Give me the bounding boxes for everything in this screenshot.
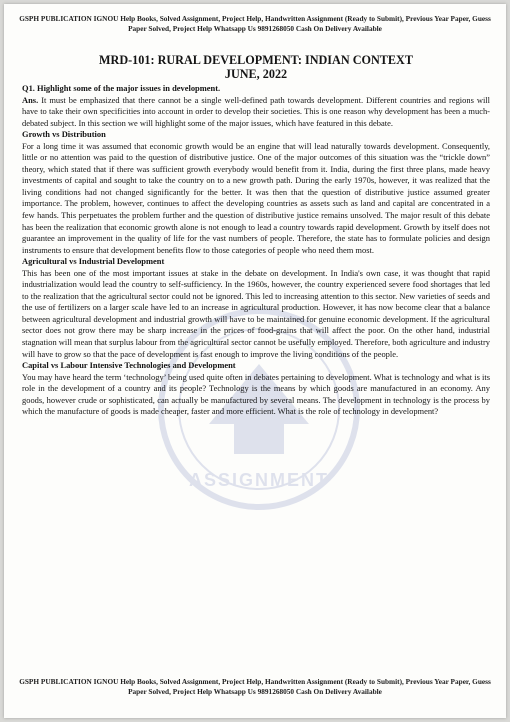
footer-publisher-banner: GSPH PUBLICATION IGNOU Help Books, Solved Assignment, Project Help, Handwritten Assignment (Ready to Submit), Previous Year Paper, Guess Paper Solved, Project Help Whatsapp Us 9891268050 Cash On Delivery Available bbox=[19, 677, 491, 696]
answer-intro-text: It must be emphasized that there cannot be a single well-defined path towards development. Different countries and regions will have to take their own specificities into account in order to develop their societies. This is one reason why development has been a much-debated subject. In this section we will highlight some of the major issues, which have featured in this debate. bbox=[22, 94, 490, 128]
answer-label: Ans. bbox=[22, 94, 39, 105]
section-heading-growth-vs-distribution: Growth vs Distribution bbox=[22, 129, 106, 140]
section-body-growth-vs-distribution: For a long time it was assumed that economic growth would be an engine that will lead naturally towards development. Consequently, little or no attention was paid to the question of distributive justice. One of the major outcomes of this situation was the “trickle down” theory, which stated that if there was sufficient growth everybody would benefit from it. India, during the first three plans, made heavy investments of capital and sought to take the country on to a new growth path. During the early 1970s, however, it was realized that the living conditions had not changed significantly for the better. It was then that the question of distributive justice assumed greater importance. The problem, however, continues to affect the developing countries as assets such as land and capital are concentrated in a few hands. This perpetuates the problem further and the question of distributive justice remains unsolved. The major result of this debate has been the realization that economic growth alone is not enough to lead a country towards rapid development. Growth by itself does not guarantee an improvement in the quality of life for the vast numbers of people. Therefore, the state has to formulate policies and design instruments to ensure that development benefits flow to those categories of people who need them most. bbox=[22, 140, 490, 255]
header-publisher-banner: GSPH PUBLICATION IGNOU Help Books, Solved Assignment, Project Help, Handwritten Assignment (Ready to Submit), Previous Year Paper, Guess Paper Solved, Project Help Whatsapp Us 9891268050 Cash On Delivery Available bbox=[19, 14, 491, 33]
question-text: Q1. Highlight some of the major issues in development. bbox=[22, 83, 221, 93]
document-page bbox=[4, 4, 506, 718]
svg-text:ASSIGNMENT: ASSIGNMENT bbox=[188, 470, 330, 490]
section-body-capital-vs-labour: You may have heard the term ‘technology’ being used quite often in debates pertaining to development. What is technology and what is its role in the development of a country and its people? Technology is the means by which goods are manufactured in an economy. Any goods, however crude or sophisticated, can actually be manufactured by several means. The development in technology is the process by which the manufacture of goods is made cheaper, faster and more efficient. What is the role of technology in development? bbox=[22, 371, 490, 417]
section-body-agricultural-vs-industrial: This has been one of the most important issues at stake in the debate on development. In India's own case, it was thought that rapid industrialization would lead the country to self-sufficiency. In the 1960s, however, the country experienced severe food shortages that led to the realization that the agricultural sector could not be ignored. This led to increasing attention to this sector. New varieties of seeds and the use of fertilizers on a larger scale have led to an increase in agricultural production. However, it has now become clear that a balance between agricultural development and industrial growth will have to be maintained for genuine economic development. If the agricultural sector does not grow there may be sharp increase in the prices of food-grains that will affect the poor. On the other hand, industrial stagnation will mean that surplus labour from the agricultural sector cannot be usefully employed. Therefore, both agriculture and industry will have to grow so that the pace of development is fast enough to improve the living conditions of the people. bbox=[22, 267, 490, 359]
document-body bbox=[22, 53, 490, 418]
document-title: MRD-101: RURAL DEVELOPMENT: INDIAN CONTEXT bbox=[99, 53, 413, 67]
section-heading-capital-vs-labour: Capital vs Labour Intensive Technologies and Development bbox=[22, 360, 236, 371]
document-subtitle: JUNE, 2022 bbox=[224, 67, 288, 81]
section-heading-agricultural-vs-industrial: Agricultural vs Industrial Development bbox=[22, 256, 165, 267]
answer-intro-paragraph bbox=[22, 95, 490, 130]
